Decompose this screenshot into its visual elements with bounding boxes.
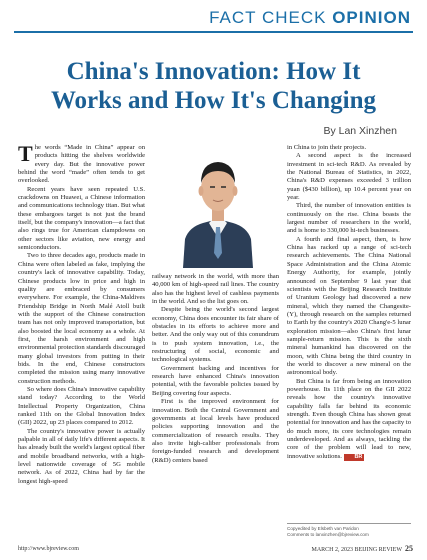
- paragraph: The country's innovative power is actually palpable in all of daily life's different aspects. It has already built the world's largest optical fiber and mobile broadband networks, with a high-level nationwide coverage of 5G mobile network. As of 2022, China had by far the longest high-speed: [18, 427, 145, 485]
- paragraph: in China to join their projects.: [287, 144, 367, 151]
- paragraph: A second aspect is the increased investment in sci-tech R&D. As revealed by the National Bureau of Statistics, in 2022, China's R&D expenses exceeded 3 trillion yuan ($430 billion), up 10.4 percent year on year.: [287, 152, 411, 202]
- section-name: OPINION: [332, 8, 411, 27]
- paragraph: So where does China's innovative capability stand today? According to the World Intellectual Property Organization, China ranked 11th on the Global Innovation Index (GII) 2022, up 23 places compared to 2012.: [18, 385, 145, 427]
- paragraph: [287, 378, 411, 461]
- page-footer: [14, 544, 413, 554]
- paragraph: railway network in the world, with more than 40,000 km of high-speed rail lines. The country also has the highest level of cashless payments in the world. And so the list goes on.: [152, 273, 279, 306]
- header-rule: [14, 31, 413, 33]
- credit: [287, 526, 411, 538]
- section-prefix: FACT CHECK: [209, 8, 333, 27]
- article-column-3: [287, 144, 411, 460]
- page-number: 25: [405, 544, 413, 553]
- issue-info: [312, 544, 414, 553]
- paragraph: Government backing and incentives for research have enhanced China's innovation potential, with the favorable policies issued by Beijing covering four aspects.: [152, 364, 279, 397]
- website-link[interactable]: http://www.bjreview.com: [18, 546, 79, 552]
- byline: By Lan Xinzhen: [323, 125, 397, 137]
- issue-date: MARCH 2, 2023 BEIJING REVIEW: [311, 547, 402, 553]
- end-mark: BR: [344, 454, 364, 461]
- author-photo: [181, 143, 255, 268]
- article-column-1: [18, 141, 145, 542]
- paragraph: [18, 141, 145, 186]
- paragraph-text: he words “Made in China” appear on products hitting the shelves worldwide every day. But the innovative power behind the word “made” often tends to get overlooked.: [18, 144, 145, 185]
- paragraph: Two to three decades ago, products made in China were often labeled as fake, implying the country's lack of innovative capability. Today, Chinese products low in price and high in quality are embraced by consumers everywhere. For example, the China-Maldives Friendship Bridge in North Malé Atoll built with the support of the Chinese construction team has not only improved transportation, but also boosted the local economy as a whole. At first, the harsh environment and high environmental protection standards discouraged many global investors from putting in their bids. In the end, Chinese constructors completed the mission using many innovative construction methods.: [18, 252, 145, 385]
- comments-line: Comments to lanxinzhen@bjreview.com: [287, 532, 369, 537]
- headline-line-1: China's Innovation: How It: [66, 58, 361, 85]
- paragraph: Third, the number of innovation entities is continuously on the rise. China boasts the largest number of researchers in the world, and is home to 330,000 hi-tech businesses.: [287, 202, 411, 235]
- copyeditor-line: Copyedited by Elsbeth van Paridon: [287, 526, 359, 531]
- author-portrait-icon: [181, 143, 255, 268]
- headline: [0, 57, 427, 115]
- paragraph: First is the improved environment for innovation. Both the Central Government and governments at local levels have produced policies supporting innovation and the commercialization of research results. They also invite high-caliber professionals from foreign-funded research and development (R&D) centers based: [152, 398, 279, 464]
- paragraph: A fourth and final aspect, then, is how China has racked up a range of sci-tech research achievements. The China National Space Administration and the China Atomic Energy Authority, for example, jointly announced on September 9 last year that scientists with the Beijing Research Institute of Uranium Geology had discovered a new mineral, which they named the Changesite-(Y), through research on the samples returned to Earth by the country's 2020 Chang'e-5 lunar exploration mission—also China's first lunar sample-return mission. This is the sixth mineral humankind has discovered on the moon, with China being the third country in the world to discover a new mineral on the astronomical body.: [287, 235, 411, 377]
- paragraph: Recent years have seen repeated U.S. crackdowns on Huawei, a Chinese information and communications technology titan. But what these embargoes target is not just the brand itself, but the company's innovation—a fact that also rings true for American clampdowns on other sectors like aviation, new energy and semiconductors.: [18, 185, 145, 252]
- paragraph: Despite being the world's second largest economy, China does encounter its fair share of obstacles in its efforts to achieve more and better. And the only way out of this conundrum is to push system innovation, i.e., the restructuring of social, economic and technological systems.: [152, 306, 279, 364]
- paragraph-text: But China is far from being an innovation powerhouse. Its 11th place on the GII 2022 reveals how the country's innovative capability falls far behind its economic strength. Even though China has shown great potential for innovation and has the capacity to do much more, its core technologies remain underdeveloped. And as always, tackling the core of the problem will lead to new, innovative solutions.: [287, 377, 411, 460]
- article-column-2: [152, 273, 279, 543]
- section-tag: [209, 8, 411, 28]
- headline-line-2: Works and How It's Changing: [50, 87, 377, 114]
- credit-rule: [287, 523, 411, 524]
- drop-cap: T: [18, 141, 33, 166]
